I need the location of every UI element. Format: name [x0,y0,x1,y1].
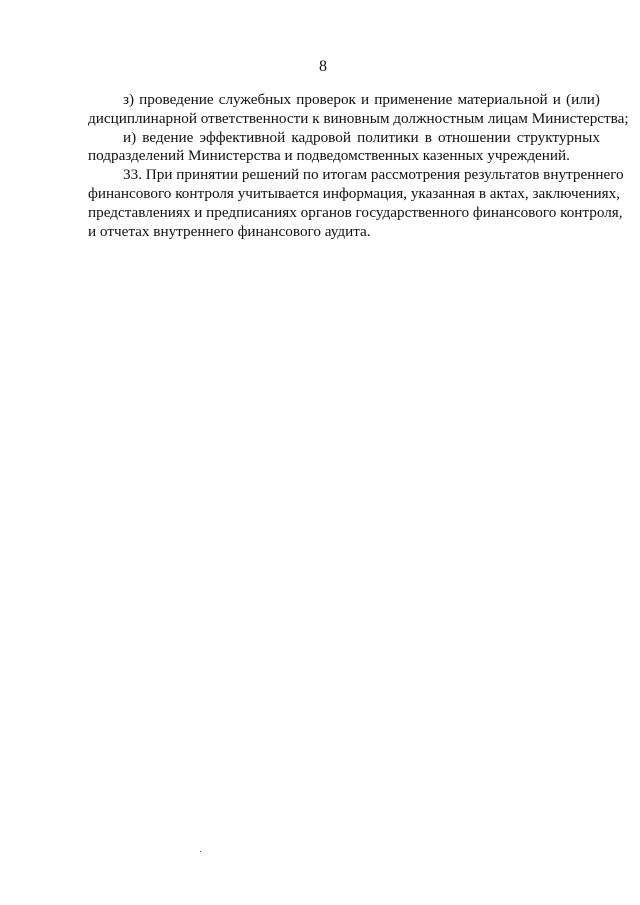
text-line: и) ведение эффективной кадровой политики в отношении структурных [123,128,600,146]
text-line: з) проведение служебных проверок и применение материальной и (или) [123,91,600,108]
paragraph-33 [88,166,624,241]
text-line: финансового контроля учитывается информация, указанная в актах, заключениях, [88,184,620,202]
document-body [88,91,629,241]
page-number: 8 [319,58,327,75]
scan-speck [200,851,201,852]
text-line: подразделений Министерства и подведомственных казенных учреждений. [88,147,570,165]
text-line: представлениях и предписаниях органов государственного финансового контроля, [88,203,623,221]
text-line: дисциплинарной ответственности к виновным должностным лицам Министерства; [88,109,629,127]
text-line: и отчетах внутреннего финансового аудита. [88,222,371,240]
paragraph-i [88,129,600,167]
paragraph-z [88,91,629,129]
text-line: 33. При принятии решений по итогам рассмотрения результатов внутреннего [123,166,624,184]
